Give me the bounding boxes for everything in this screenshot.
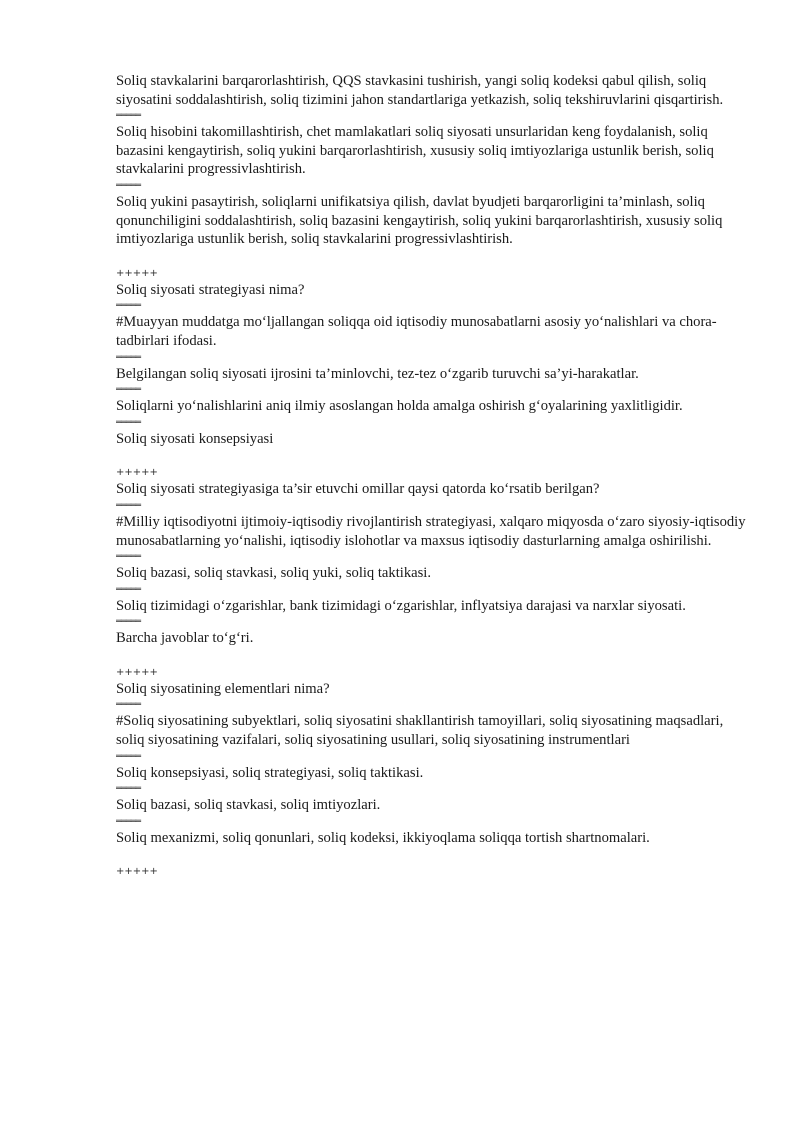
block-marker: +++++ [116,866,158,878]
answer-option: Soliqlarni yo‘nalishlarini aniq ilmiy asoslangan holda amalga oshirish g‘oyalarining yaxlitligidir. [116,398,683,415]
answer-separator: ═════ [116,180,141,191]
answer-option: Soliq hisobini takomillashtirish, chet mamlakatlari soliq siyosati unsurlaridan keng foydalanish, soliq bazasini kengaytirish, soliq yukini barqarorlashtirish, xususiy soliq imtiyozlariga ustunlik berish, soliq stavkalarini progressivlashtirish. [116,124,714,178]
answer-option: #Soliq siyosatining subyektlari, soliq siyosatini shakllantirish tamoyillari, soliq siyosatining maqsadlari, soliq siyosatining vazifalari, soliq siyosatining usullari, soliq siyosatining instrumentlari [116,713,724,749]
answer-separator: ═════ [116,552,141,563]
question-block [116,666,746,848]
question-text: Soliq siyosatining elementlari nima? [116,680,330,697]
question-text: Soliq siyosati strategiyasiga ta’sir etuvchi omillar qaysi qatorda ko‘rsatib berilgan? [116,481,600,498]
answer-option: Soliq konsepsiyasi, soliq strategiyasi, soliq taktikasi. [116,764,424,781]
answer-option: #Muayyan muddatga mo‘ljallangan soliqqa oid iqtisodiy munosabatlarni asosiy yo‘nalishlari va chora-tadbirlari ifodasi. [116,314,717,349]
answer-separator: ═════ [116,111,141,122]
answer-separator: ═════ [116,301,141,312]
document-page [116,72,746,879]
answer-option: Soliq tizimidagi o‘zgarishlar, bank tizimidagi o‘zgarishlar, inflyatsiya darajasi va narxlar siyosati. [116,597,686,614]
answer-option: Soliq bazasi, soliq stavkasi, soliq imtiyozlari. [116,797,381,814]
answer-option: Soliq siyosati konsepsiyasi [116,430,274,447]
answer-option: Barcha javoblar to‘g‘ri. [116,630,254,647]
question-text: Soliq siyosati strategiyasi nima? [116,281,305,298]
answer-separator: ═════ [116,700,141,711]
question-block [116,466,746,648]
answer-separator: ═════ [116,584,141,595]
answer-option: #Milliy iqtisodiyotni ijtimoiy-iqtisodiy rivojlantirish strategiyasi, xalqaro miqyosda o‘zaro siyosiy-iqtisodiy munosabatlarning yo‘nalishi, iqtisodiy islohotlar va maxsus iqtisodiy dasturlarning amalga oshirilishi. [116,513,746,549]
answer-option: Soliq bazasi, soliq stavkasi, soliq yuki, soliq taktikasi. [116,565,431,582]
question-block [116,72,746,249]
answer-separator: ═════ [116,784,141,795]
answer-option: Soliq stavkalarini barqarorlashtirish, QQS stavkasini tushirish, yangi soliq kodeksi qabul qilish, soliq siyosatini soddalashtirish, soliq tizimini jahon standartlariga yetkazish, soliq tekshiruvlarini qisqartirish. [116,73,724,108]
answer-option: Soliq yukini pasaytirish, soliqlarni unifikatsiya qilish, davlat byudjeti barqarorligini ta’minlash, soliq qonunchiligini soddalashtirish, soliq bazasini kengaytirish, soliq yukini barqarorlashtirish, xususiy soliq imtiyozlariga ustunlik berish, soliq stavkalarini progressivlashtirish. [116,193,723,248]
answer-separator: ═════ [116,751,141,762]
answer-separator: ═════ [116,816,141,827]
block-marker: +++++ [116,467,158,479]
block-marker: +++++ [116,666,158,678]
answer-separator: ═════ [116,500,141,511]
answer-option: Soliq mexanizmi, soliq qonunlari, soliq kodeksi, ikkiyoqlama soliqqa tortish shartnomalari. [116,829,650,846]
answer-separator: ═════ [116,385,141,396]
answer-separator: ═════ [116,417,141,428]
block-marker: +++++ [116,267,158,279]
answer-option: Belgilangan soliq siyosati ijrosini ta’minlovchi, tez-tez o‘zgarib turuvchi sa’yi-harakatlar. [116,365,639,382]
question-block [116,267,746,449]
answer-separator: ═════ [116,617,141,628]
answer-separator: ═════ [116,352,141,363]
